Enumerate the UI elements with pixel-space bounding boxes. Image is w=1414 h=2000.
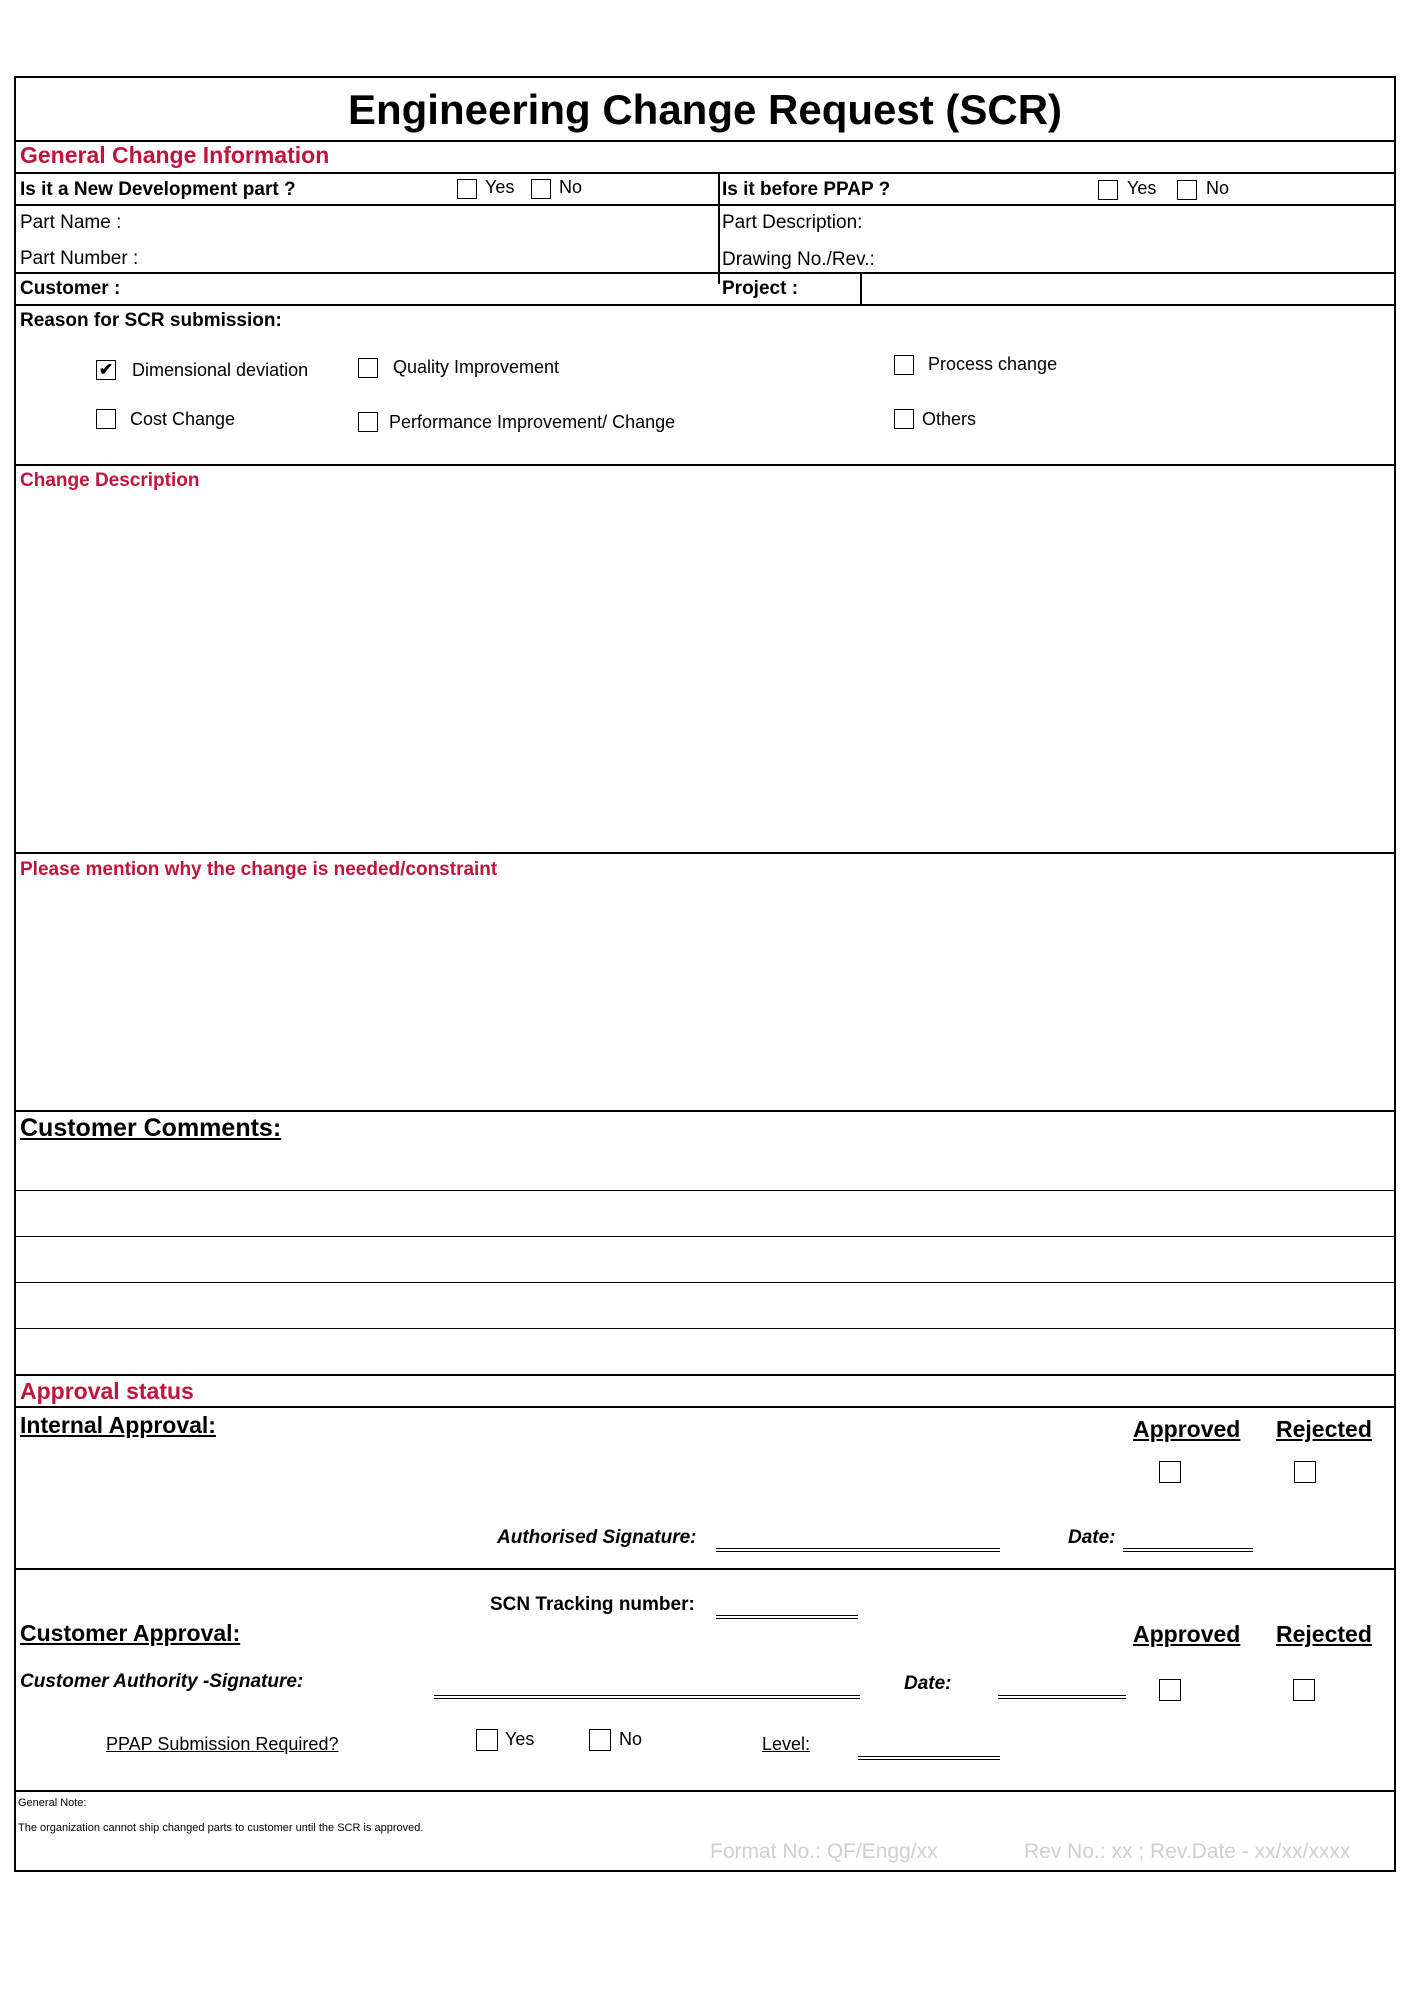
internal-approved-label: Approved	[1133, 1416, 1241, 1442]
change-description-area[interactable]	[16, 498, 1394, 848]
note-heading: General Note:	[18, 1797, 87, 1809]
divider	[860, 272, 862, 304]
divider	[16, 204, 1394, 206]
change-description-heading: Change Description	[20, 470, 200, 491]
customer-authority-label: Customer Authority -Signature:	[20, 1671, 304, 1692]
project-field[interactable]: Project :	[722, 278, 799, 299]
divider	[16, 1406, 1394, 1408]
divider	[16, 172, 1394, 174]
divider	[16, 304, 1394, 306]
divider	[16, 1110, 1394, 1112]
divider	[16, 1374, 1394, 1376]
ppap-question: Is it before PPAP ?	[722, 179, 891, 200]
new-dev-yes-checkbox[interactable]	[457, 179, 477, 199]
customer-rejected-checkbox[interactable]	[1293, 1679, 1315, 1701]
dimensional-checkbox[interactable]	[96, 360, 116, 380]
divider	[16, 272, 1394, 274]
need-reason-heading: Please mention why the change is needed/constraint	[20, 859, 498, 880]
cost-checkbox[interactable]	[96, 409, 116, 429]
dimensional-label: Dimensional deviation	[132, 360, 309, 380]
performance-checkbox[interactable]	[358, 412, 378, 432]
comment-line[interactable]	[16, 1236, 1394, 1237]
new-dev-no-checkbox[interactable]	[531, 179, 551, 199]
ppap-required-yes-checkbox[interactable]	[476, 1729, 498, 1751]
customer-comments-heading: Customer Comments:	[20, 1114, 282, 1142]
auth-signature-line[interactable]	[716, 1548, 1000, 1552]
process-label: Process change	[928, 354, 1058, 374]
ppap-no-label: No	[1206, 178, 1230, 198]
ppap-yes-label: Yes	[1127, 178, 1157, 198]
level-label: Level:	[762, 1734, 811, 1754]
divider	[16, 1790, 1394, 1792]
check-icon: ✔	[98, 360, 114, 379]
internal-approved-checkbox[interactable]	[1159, 1461, 1181, 1483]
drawing-no-field[interactable]: Drawing No./Rev.:	[722, 249, 875, 270]
divider	[16, 1568, 1394, 1570]
customer-field[interactable]: Customer :	[20, 278, 121, 299]
internal-date-label: Date:	[1068, 1527, 1116, 1548]
ppap-yes-checkbox[interactable]	[1098, 180, 1118, 200]
scn-tracking-label: SCN Tracking number:	[490, 1594, 695, 1615]
auth-signature-label: Authorised Signature:	[497, 1527, 697, 1548]
customer-approved-checkbox[interactable]	[1159, 1679, 1181, 1701]
part-number-field[interactable]: Part Number :	[20, 248, 139, 269]
comment-line[interactable]	[16, 1282, 1394, 1283]
performance-label: Performance Improvement/ Change	[389, 412, 676, 432]
divider	[16, 852, 1394, 854]
ppap-required-no-checkbox[interactable]	[589, 1729, 611, 1751]
divider	[16, 464, 1394, 466]
ppap-no-checkbox[interactable]	[1177, 180, 1197, 200]
revision-info: Rev No.: xx ; Rev.Date - xx/xx/xxxx	[1024, 1840, 1351, 1863]
new-dev-question: Is it a New Development part ?	[20, 179, 296, 200]
customer-approval-heading: Customer Approval:	[20, 1620, 241, 1646]
new-dev-yes-label: Yes	[485, 177, 515, 197]
customer-signature-line[interactable]	[434, 1695, 860, 1699]
customer-rejected-label: Rejected	[1276, 1621, 1372, 1647]
internal-rejected-label: Rejected	[1276, 1416, 1372, 1442]
scn-tracking-line[interactable]	[716, 1615, 858, 1619]
need-reason-area[interactable]	[16, 886, 1394, 1106]
divider	[718, 172, 720, 284]
others-label: Others	[922, 409, 977, 429]
part-description-field[interactable]: Part Description:	[722, 212, 863, 233]
general-heading: General Change Information	[20, 142, 330, 168]
customer-date-label: Date:	[904, 1673, 952, 1694]
ppap-submission-label: PPAP Submission Required?	[106, 1734, 339, 1754]
quality-label: Quality Improvement	[393, 357, 560, 377]
comment-line[interactable]	[16, 1328, 1394, 1329]
level-line[interactable]	[858, 1756, 1000, 1760]
comment-line[interactable]	[16, 1190, 1394, 1191]
process-checkbox[interactable]	[894, 355, 914, 375]
page-title: Engineering Change Request (SCR)	[347, 86, 1063, 133]
note-text: The organization cannot ship changed parts to customer until the SCR is approved.	[18, 1822, 424, 1834]
ppap-required-no-label: No	[619, 1729, 643, 1749]
cost-label: Cost Change	[130, 409, 236, 429]
internal-date-line[interactable]	[1123, 1548, 1253, 1552]
format-number: Format No.: QF/Engg/xx	[710, 1840, 938, 1863]
customer-approved-label: Approved	[1133, 1621, 1241, 1647]
ppap-required-yes-label: Yes	[505, 1729, 535, 1749]
reason-heading: Reason for SCR submission:	[20, 310, 282, 331]
internal-rejected-checkbox[interactable]	[1294, 1461, 1316, 1483]
customer-date-line[interactable]	[998, 1695, 1126, 1699]
internal-approval-heading: Internal Approval:	[20, 1412, 216, 1438]
new-dev-no-label: No	[559, 177, 583, 197]
quality-checkbox[interactable]	[358, 358, 378, 378]
part-name-field[interactable]: Part Name :	[20, 212, 122, 233]
scr-form	[14, 76, 1396, 1872]
others-checkbox[interactable]	[894, 409, 914, 429]
approval-heading: Approval status	[20, 1378, 194, 1404]
